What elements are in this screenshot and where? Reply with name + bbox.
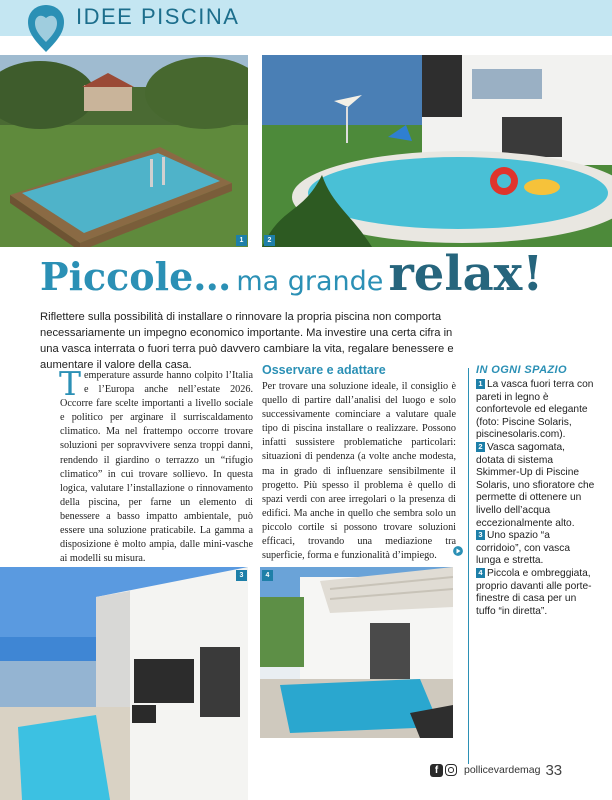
headline-part-2: ma grande [236,266,384,297]
photo-number-badge: 1 [236,235,247,246]
caption-number-badge: 2 [476,442,485,452]
caption-text: Uno spazio “a corridoio”, con vasca lunga e stretta. [476,530,570,567]
footer [430,760,562,780]
photo-shaped-pool [262,55,612,247]
body-column-2: Per trovare una soluzione ideale, il consiglio è quello di partire dall’analisi del luogo e solo successivamente cominciare a valutare quale tipo di piscina installare o realizzare. Possono infatti sussistere problematiche particolari: situazioni di pendenza (a volte anche modesta, ma in grado di influenzare sensibilmente il progetto. Più spesso il problema è quello di spazi verdi con aree irregolari o la presenza di edifici. Ma anche in quello che sembra solo un piccolo cortile si possono trovare soluzioni efficaci, trovando una mediazione tra superficie, forma e funzionalità d’impiego. [262,381,456,562]
caption-number-badge: 4 [476,568,485,578]
sidebar-rule [468,368,469,764]
continue-arrow-icon [453,546,463,556]
photo-shaded-pool [260,567,453,738]
photo-number-badge: 3 [236,570,247,581]
photo-wooden-pool [0,55,248,247]
photo-narrow-pool [0,567,248,800]
sidebar-title: IN OGNI SPAZIO [476,364,567,376]
caption-item [476,442,596,530]
body-column-1-text: emperature assurde hanno colpito l’Italia e l’Europa anche nell’estate 2026. Occorre fare scelte importanti a livello sociale e politico per arginare il surriscaldamento climatico. Ma nel frattempo occorre trovare soluzioni per sopravvivere senza troppi danni, rendendo il giardino o terrazzo un “rifugio climatico” in cui trovare sollievo. In questa logica, valutare l’installazione o rinnovamento della piscina, per farne un elemento di benessere a basso impatto ambientale, può essere una soluzione praticabile. La gamma a disposizione è molto ampia, dalle mini-vasche ai modelli su misura. [60,370,253,565]
sidebar-captions [476,379,596,618]
drop-cap: T [59,364,82,403]
section-label: IDEE PISCINA [76,4,240,29]
caption-item [476,568,596,618]
caption-number-badge: 1 [476,379,485,389]
facebook-icon: f [430,764,443,777]
caption-item [476,530,596,568]
body-column-1 [59,364,253,566]
caption-text: Vasca sagomata, dotata di sistema Skimmer-Up di Piscine Solaris, uno sfioratore che permette di ottenere un livello dell’acqua eccezionalmente alto. [476,441,595,529]
page-number: 33 [545,761,563,779]
social-handle: pollicevardemag [464,764,541,776]
photo-number-badge: 2 [264,235,275,246]
caption-number-badge: 3 [476,530,485,540]
caption-text: Piccola e ombreggiata, proprio davanti alle porte-finestre di casa per un tuffo “in diretta”. [476,567,592,617]
caption-text: La vasca fuori terra con pareti in legno è confortevole ed elegante (foto: Piscine Solaris, piscinesolaris.com). [476,379,594,441]
instagram-icon [445,764,457,776]
subheading: Osservare e adattare [262,363,386,377]
photo-number-badge: 4 [262,570,273,581]
intro-paragraph: Riflettere sulla possibilità di installare o rinnovare la propria piscina non comporta necessariamente un impegno economico importante. Ma investire una certa cifra in una vasca interrata o fuori terra può davvero cambiare la vita, regalare benessere e aumentare il valore della casa. [40,311,454,371]
caption-item [476,379,596,442]
headline-part-3: relax! [388,246,544,302]
headline-part-1: Piccole… [40,254,232,299]
heart-drop-icon [26,2,66,54]
headline [40,246,600,306]
